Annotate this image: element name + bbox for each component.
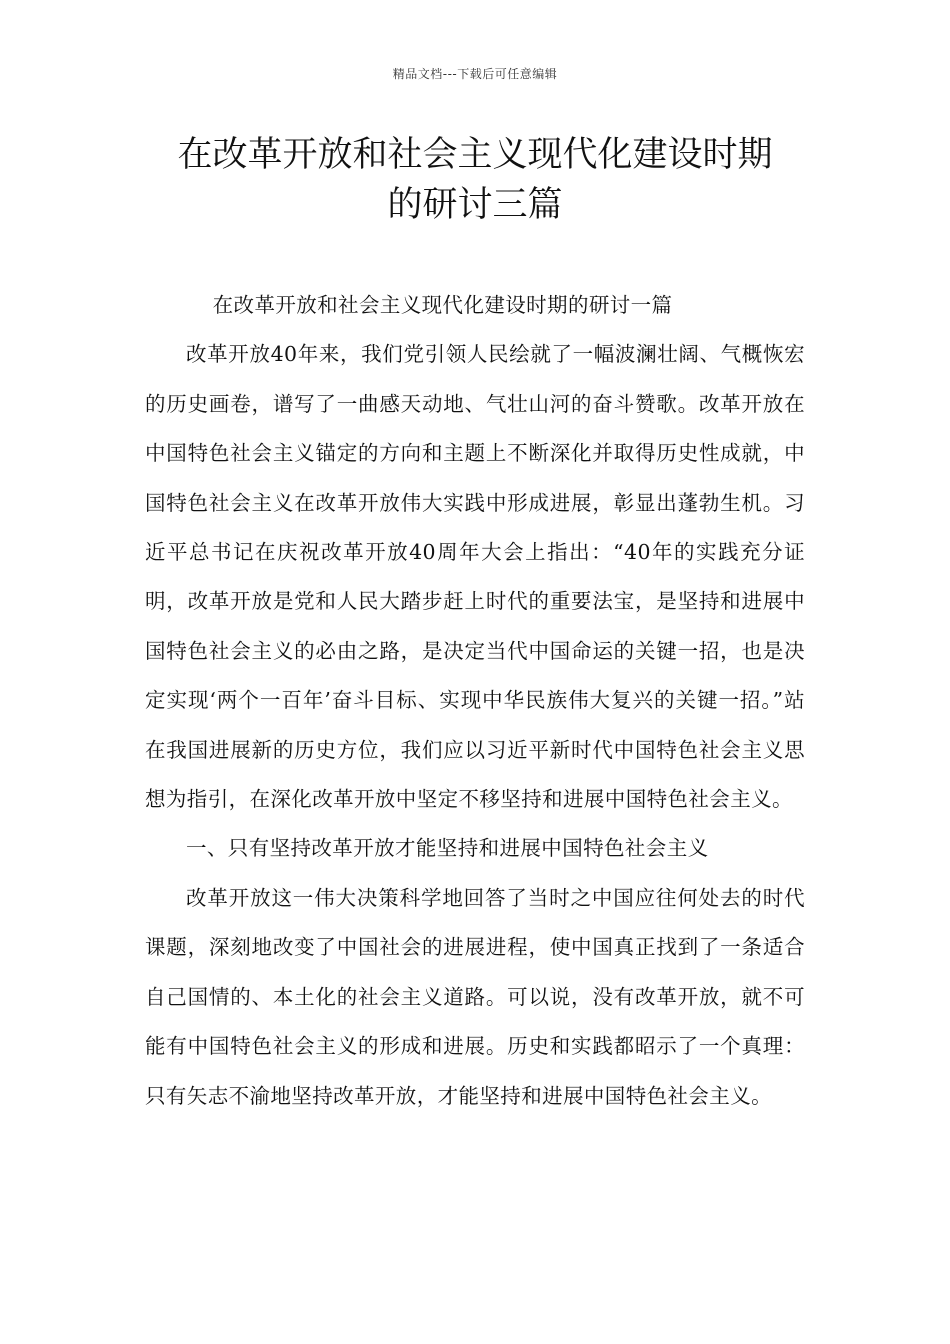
paragraph-intro: 改革开放40年来，我们党引领人民绘就了一幅波澜壮阔、气概恢宏的历史画卷，谱写了一曲感天动地、气壮山河的奋斗赞歌。改革开放在中国特色社会主义锚定的方向和主题上不断深化并取得历史性成就，中国特色社会主义在改革开放伟大实践中形成进展，彰显出蓬勃生机。习近平总书记在庆祝改革开放40周年大会上指出：“40年的实践充分证明，改革开放是党和人民大踏步赶上时代的重要法宝，是坚持和进展中国特色社会主义的必由之路，是决定当代中国命运的关键一招，也是决定实现‘两个一百年’奋斗目标、实现中华民族伟大复兴的关键一招。”站在我国进展新的历史方位，我们应以习近平新时代中国特色社会主义思想为指引，在深化改革开放中坚定不移坚持和进展中国特色社会主义。 bbox=[145, 342, 805, 812]
paragraph-section-one: 改革开放这一伟大决策科学地回答了当时之中国应往何处去的时代课题，深刻地改变了中国社会的进展进程，使中国真正找到了一条适合自己国情的、本土化的社会主义道路。可以说，没有改革开放，就不可能有中国特色社会主义的形成和进展。历史和实践都昭示了一个真理：只有矢志不渝地坚持改革开放，才能坚持和进展中国特色社会主义。 bbox=[145, 885, 805, 1108]
title-line-1: 在改革开放和社会主义现代化建设时期 bbox=[177, 135, 773, 175]
document-title bbox=[130, 130, 820, 230]
title-line-2: 的研讨三篇 bbox=[387, 185, 563, 225]
header-note: 精品文档---下载后可任意编辑 bbox=[392, 67, 558, 81]
section-heading-one: 一、只有坚持改革开放才能坚持和进展中国特色社会主义 bbox=[186, 836, 709, 861]
section-heading-first: 在改革开放和社会主义现代化建设时期的研讨一篇 bbox=[212, 293, 673, 317]
document-body bbox=[145, 281, 805, 1121]
